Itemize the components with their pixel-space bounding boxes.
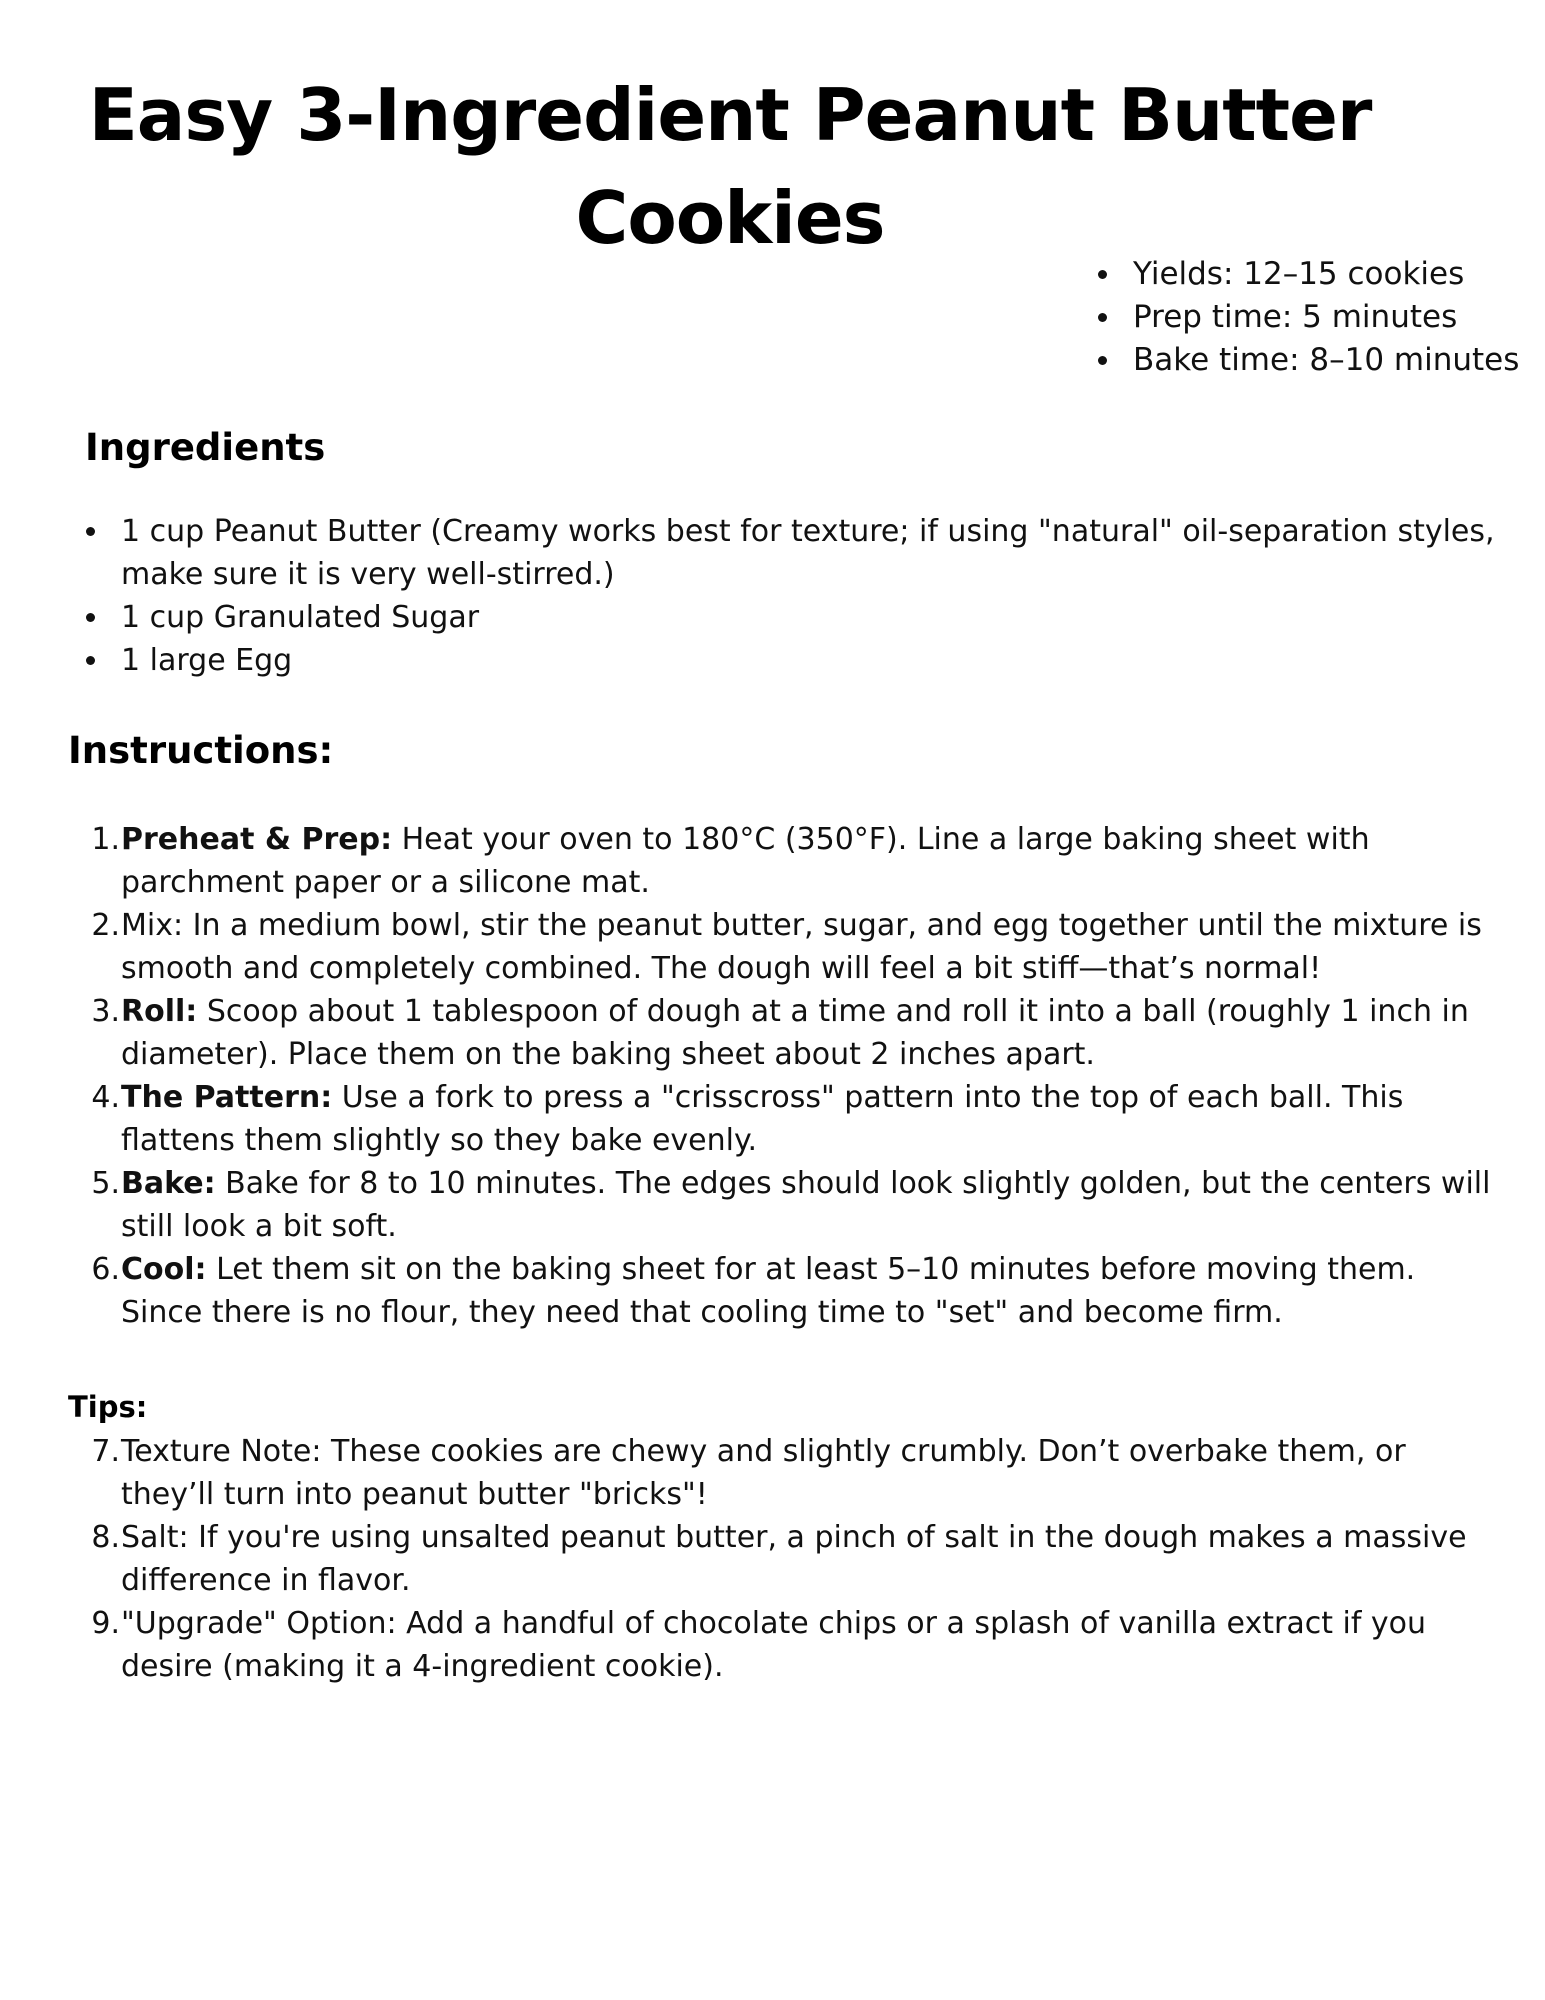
yields-item: Yields: 12–15 cookies	[1098, 253, 1519, 296]
instruction-step	[84, 1076, 1494, 1162]
instruction-step	[84, 818, 1494, 904]
tips-heading: Tips:	[68, 1390, 148, 1424]
step-number: 1.	[91, 822, 120, 857]
tip-item	[84, 1602, 1494, 1688]
recipe-meta-list	[1098, 253, 1519, 382]
tip-text: "Upgrade" Option: Add a handful of chocolate chips or a splash of vanilla extract if you desire (making it a 4-ingredient cookie).	[121, 1606, 1427, 1684]
instructions-list	[84, 818, 1494, 1334]
step-number: 6.	[91, 1252, 120, 1287]
step-text: Heat your oven to 180°C (350°F). Line a large baking sheet with parchment paper or a silicone mat.	[121, 822, 1370, 900]
tip-item	[84, 1516, 1494, 1602]
step-title: Roll:	[121, 994, 198, 1029]
step-text: Let them sit on the baking sheet for at least 5–10 minutes before moving them. Since there is no flour, they need that cooling time to "set" and become firm.	[121, 1252, 1416, 1330]
step-text: Scoop about 1 tablespoon of dough at a time and roll it into a ball (roughly 1 inch in diameter). Place them on the baking sheet about 2 inches apart.	[121, 994, 1469, 1072]
ingredient-item: 1 large Egg	[86, 639, 1506, 682]
instruction-step	[84, 990, 1494, 1076]
instruction-step	[84, 904, 1494, 990]
ingredients-heading: Ingredients	[85, 426, 326, 469]
step-text: Bake for 8 to 10 minutes. The edges should look slightly golden, but the centers will still look a bit soft.	[121, 1166, 1491, 1244]
title-line-1: Easy 3-Ingredient Peanut Butter	[88, 73, 1372, 157]
tip-item	[84, 1430, 1494, 1516]
step-title: Bake:	[121, 1166, 216, 1201]
instruction-step	[84, 1248, 1494, 1334]
tip-number: 7.	[91, 1434, 120, 1469]
tip-number: 9.	[91, 1606, 120, 1641]
ingredient-item: 1 cup Peanut Butter (Creamy works best for texture; if using "natural" oil-separation styles, make sure it is very well-stirred.)	[86, 510, 1506, 596]
tip-text: Texture Note: These cookies are chewy and slightly crumbly. Don’t overbake them, or they’ll turn into peanut butter "bricks"!	[121, 1434, 1406, 1512]
tip-text: Salt: If you're using unsalted peanut butter, a pinch of salt in the dough makes a massive difference in flavor.	[121, 1520, 1467, 1598]
step-number: 5.	[91, 1166, 120, 1201]
bake-time-item: Bake time: 8–10 minutes	[1098, 339, 1519, 382]
title-line-2: Cookies	[575, 176, 885, 260]
prep-time-item: Prep time: 5 minutes	[1098, 296, 1519, 339]
tips-list	[84, 1430, 1494, 1688]
step-text: Use a fork to press a "crisscross" pattern into the top of each ball. This flattens them slightly so they bake evenly.	[121, 1080, 1404, 1158]
instruction-step	[84, 1162, 1494, 1248]
instructions-heading: Instructions:	[68, 729, 334, 772]
step-title: The Pattern:	[121, 1080, 333, 1115]
step-title: Cool:	[121, 1252, 207, 1287]
step-number: 2.	[91, 908, 120, 943]
page-title	[80, 64, 1380, 270]
tip-number: 8.	[91, 1520, 120, 1555]
step-number: 3.	[91, 994, 120, 1029]
step-title: Preheat & Prep:	[121, 822, 393, 857]
step-number: 4.	[91, 1080, 120, 1115]
ingredients-list	[86, 510, 1506, 682]
ingredient-item: 1 cup Granulated Sugar	[86, 596, 1506, 639]
step-text: Mix: In a medium bowl, stir the peanut butter, sugar, and egg together until the mixture is smooth and completely combined. The dough will feel a bit stiff—that’s normal!	[121, 908, 1482, 986]
